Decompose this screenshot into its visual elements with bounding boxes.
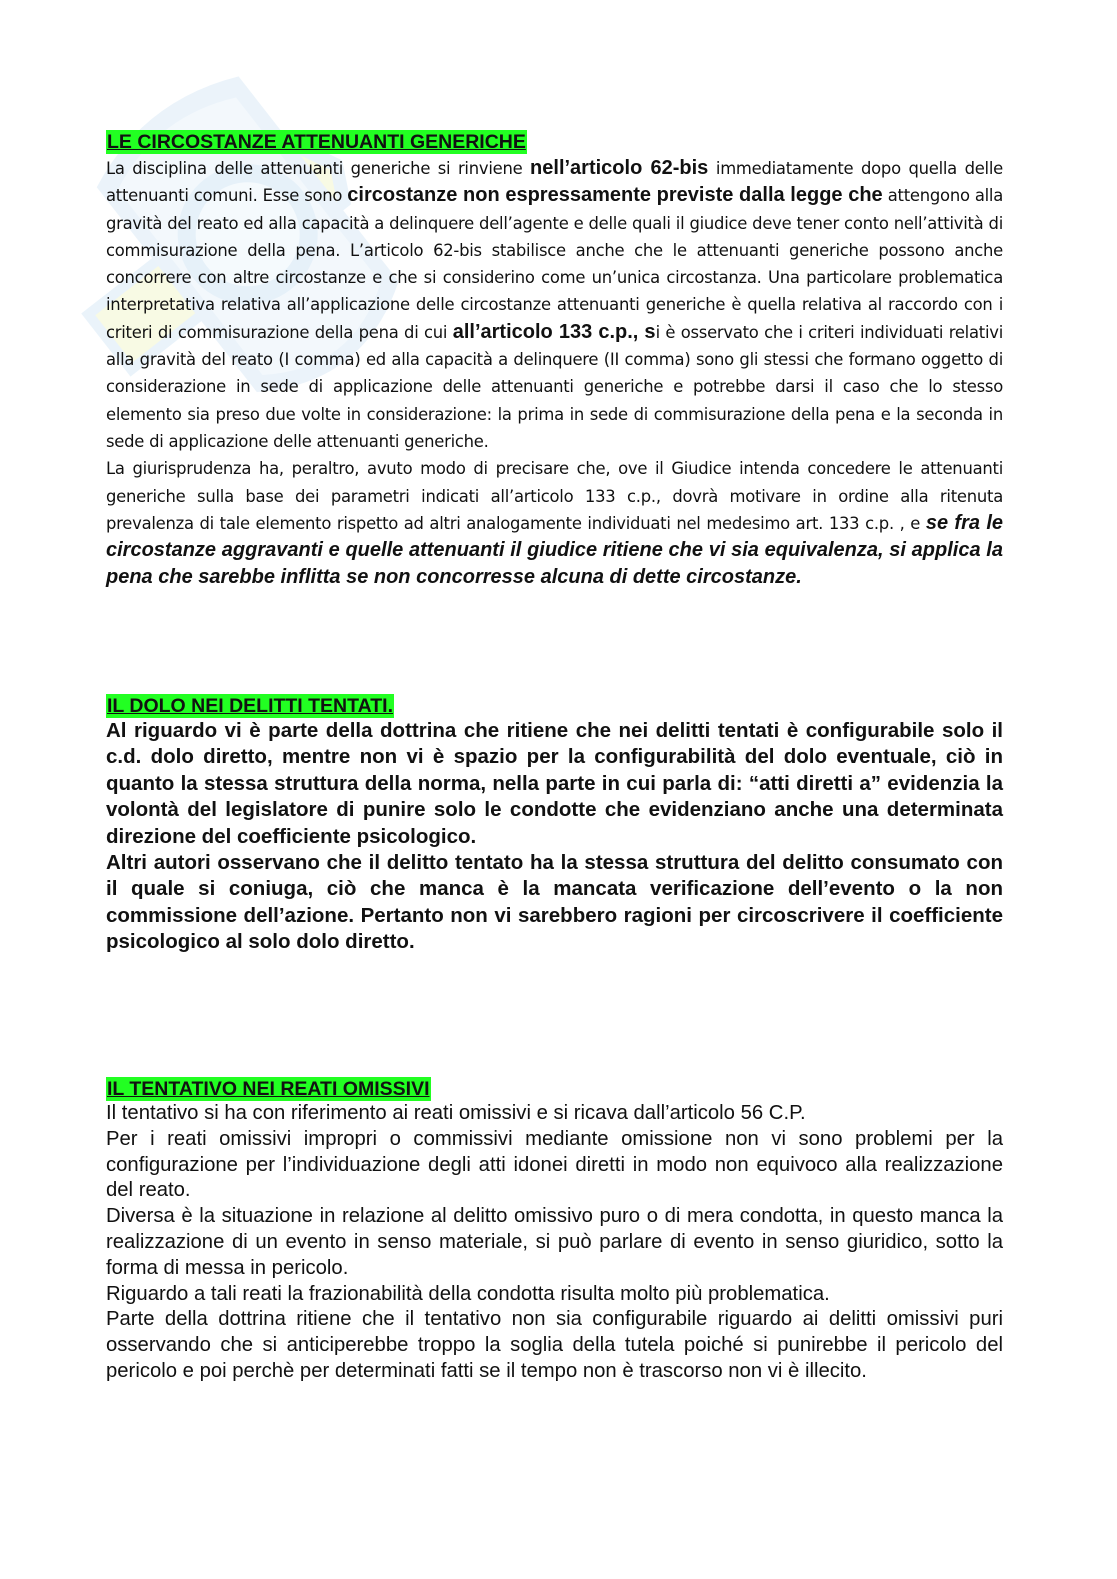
paragraph: Parte della dottrina ritiene che il tentativo non sia configurabile riguardo ai delitti omissivi puri osservando che si anticiperebbe troppo la soglia della tutela poiché si punirebbe il pericolo del pericolo e poi perchè per determinati fatti se il tempo non è trascorso non vi è illecito. — [106, 1308, 1003, 1382]
paragraph: Per i reati omissivi impropri o commissivi mediante omissione non vi sono problemi per la configurazione per l’individuazione degli atti idonei diretti in modo non equivoco alla realizzazione del reato. — [106, 1127, 1003, 1202]
section-attenuanti-generiche — [106, 130, 1003, 592]
paragraph: Il tentativo si ha con riferimento ai reati omissivi e si ricava dall’articolo 56 C.P. — [106, 1102, 806, 1124]
paragraph: Altri autori osservano che il delitto tentato ha la stessa struttura del delitto consumato con il quale si coniuga, ciò che manca è la mancata verificazione dell’evento o la non commissione dell’azione. Pertanto non vi sarebbero ragioni per circoscrivere il coefficiente psicologico al solo dolo diretto. — [106, 851, 1003, 954]
paragraph: Riguardo a tali reati la frazionabilità della condotta risulta molto più problematica. — [106, 1282, 830, 1305]
paragraph: La giurisprudenza ha, peraltro, avuto modo di precisare che, ove il Giudice intenda concedere le attenuanti generiche sulla base dei parametri indicati all’articolo 133 c.p., dovrà motivare in ordine alla ritenuta prevalenza di tale elemento rispetto ad altri analogamente individuati nel medesimo art. 133 c.p. , e se fra le circostanze aggravanti e quelle attenuanti il giudice ritiene che vi sia equivalenza, si applica la pena che sarebbe inflitta se non concorresse alcuna di dette circostanze. — [106, 459, 1003, 589]
section-tentativo-reati-omissivi — [106, 1077, 1003, 1385]
section-heading: IL DOLO NEI DELITTI TENTATI. — [107, 695, 393, 717]
paragraph: La disciplina delle attenuanti generiche si rinviene nell’articolo 62-bis immediatamente dopo quella delle attenuanti comuni. Esse sono circostanze non espressamente previste dalla legge che attengono alla gravità del reato ed alla capacità a delinquere dell’agente e delle quali il giudice deve tener conto nell’attività di commisurazione della pena. L’articolo 62-bis stabilisce anche che le attenuanti generiche possono anche concorrere con altre circostanze e che si considerino come un’unica circostanza. Una particolare problematica interpretativa relativa all’applicazione delle circostanze attenuanti generiche è quella relativa al raccordo con i criteri di commisurazione della pena di cui all’articolo 133 c.p., si è osservato che i criteri individuati relativi alla gravità del reato (I comma) ed alla capacità a delinquere (II comma) sono gli stessi che formano oggetto di considerazione in sede di applicazione delle attenuanti generiche e potrebbe darsi il caso che lo stesso elemento sia preso due volte in considerazione: la prima in sede di commisurazione della pena e la seconda in sede di applicazione delle attenuanti generiche. — [106, 157, 1004, 451]
paragraph: Al riguardo vi è parte della dottrina che ritiene che nei delitti tentati è configurabile solo il c.d. dolo diretto, mentre non vi è spazio per la configurabilità del dolo eventuale, ciò in quanto la stessa struttura della norma, nella parte in cui parla di: “atti diretti a” evidenzia la volontà del legislatore di punire solo le condotte che evidenziano anche una determinata direzione del coefficiente psicologico. — [106, 719, 1003, 848]
section-dolo-delitti-tentati — [106, 694, 1003, 956]
section-heading: LE CIRCOSTANZE ATTENUANTI GENERICHE — [107, 131, 526, 153]
paragraph: Diversa è la situazione in relazione al delitto omissivo puro o di mera condotta, in questo manca la realizzazione di un evento in senso materiale, si può parlare di evento in senso giuridico, sotto la forma di messa in pericolo. — [106, 1205, 1003, 1279]
section-heading: IL TENTATIVO NEI REATI OMISSIVI — [107, 1078, 430, 1100]
